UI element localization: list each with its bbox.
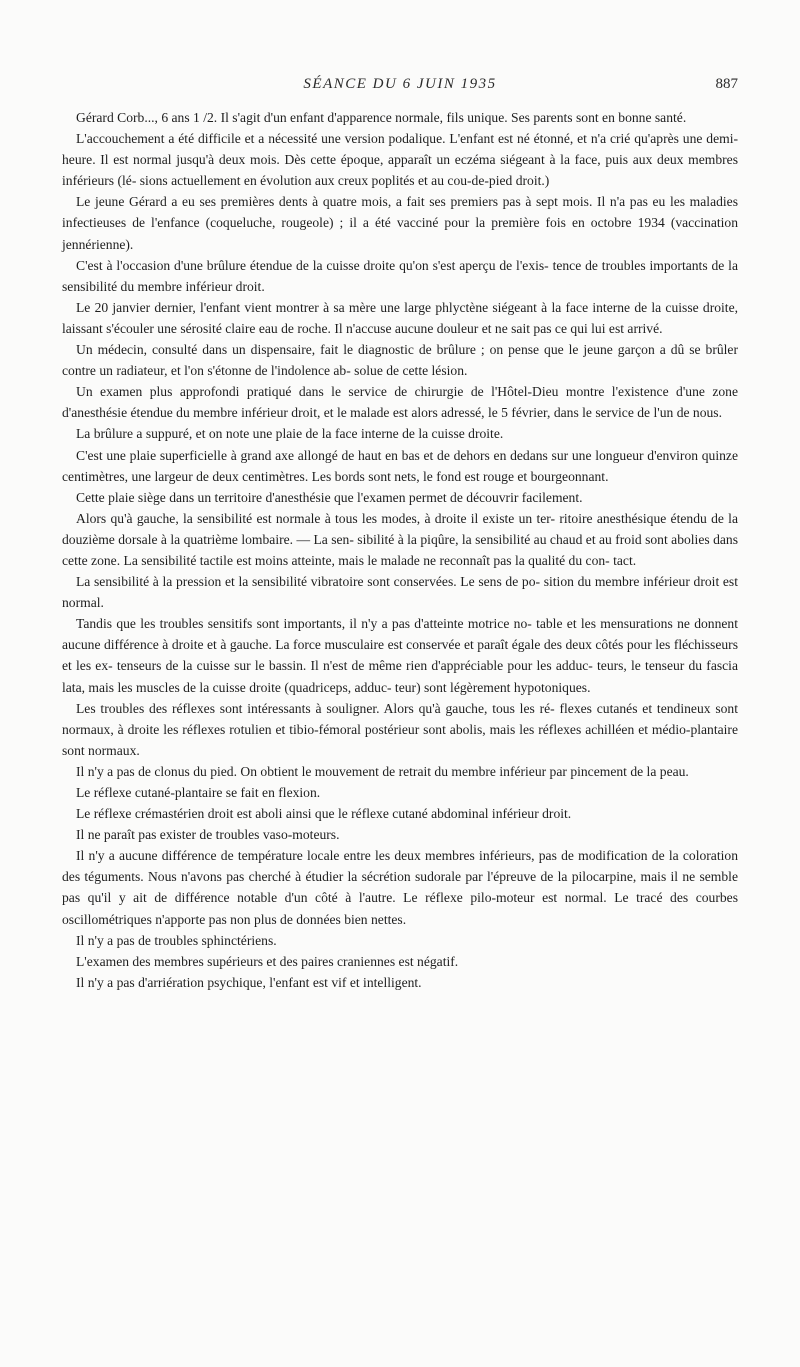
- page-number: 887: [715, 76, 738, 92]
- paragraph: Le réflexe crémastérien droit est aboli ainsi que le réflexe cutané abdominal inférieur droit.: [76, 806, 572, 822]
- body-text: [62, 107, 738, 993]
- running-title: SÉANCE DU 6 JUIN 1935: [303, 76, 497, 92]
- paragraph: Il n'y a aucune différence de température locale entre les deux membres inférieurs, pas de modification de la coloration des téguments. Nous n'avons pas cherché à étudier la sécrétion sudorale par l'épreuve de la pilocarpine, mais il ne semble pas qu'il y ait de différence notable d'un côté à l'autre. Le réflexe pilo-moteur est normal. Le tracé des courbes oscillométriques n'apporte pas non plus de données bien nettes.: [62, 848, 738, 927]
- paragraph: Le réflexe cutané-plantaire se fait en flexion.: [76, 785, 321, 800]
- paragraph: L'examen des membres supérieurs et des paires craniennes est négatif.: [76, 953, 459, 969]
- page-header: [62, 76, 738, 96]
- paragraph: Gérard Corb..., 6 ans 1 /2. Il s'agit d'un enfant d'apparence normale, fils unique. Ses parents sont en bonne santé.: [76, 110, 687, 125]
- paragraph: Il n'y a pas de clonus du pied. On obtient le mouvement de retrait du membre inférieur par pincement de la peau.: [76, 763, 689, 779]
- paragraph: C'est une plaie superficielle à grand axe allongé de haut en bas et de dehors en dedans sur une longueur d'environ quinze centimètres, une largeur de deux centimètres. Les bords sont nets, le fond est rouge et bourgeonnant.: [62, 447, 738, 484]
- paragraph: L'accouchement a été difficile et a nécessité une version podalique. L'enfant est né étonné, et n'a crié qu'après une demi-heure. Il est normal jusqu'à deux mois. Dès cette époque, apparaît un eczéma siégeant à la face, puis aux deux membres inférieurs (lé- sions actuellement en évolution aux creux poplités et au cou-de-pied droit.): [62, 131, 738, 189]
- paragraph: Tandis que les troubles sensitifs sont importants, il n'y a pas d'atteinte motrice no- table et les mensurations ne donnent aucune différence à droite et à gauche. La force musculaire est conservée et paraît égale des deux côtés pour les fléchisseurs et les ex- tenseurs de la cuisse sur le bassin. Il n'est de même rien d'appréciable pour les adduc- teurs, le tenseur du fascia lata, mais les muscles de la cuisse droite (quadriceps, adduc- teur) sont légèrement hypotoniques.: [62, 616, 738, 695]
- paragraph: Un médecin, consulté dans un dispensaire, fait le diagnostic de brûlure ; on pense que le jeune garçon a dû se brûler contre un radiateur, et l'on s'étonne de l'indolence ab- solue de cette lésion.: [62, 342, 738, 379]
- paragraph: Il ne paraît pas exister de troubles vaso-moteurs.: [76, 827, 340, 843]
- paragraph: La brûlure a suppuré, et on note une plaie de la face interne de la cuisse droite.: [76, 426, 504, 442]
- paragraph: Il n'y a pas d'arriération psychique, l'enfant est vif et intelligent.: [76, 974, 422, 990]
- paragraph: La sensibilité à la pression et la sensibilité vibratoire sont conservées. Le sens de po- sition du membre inférieur droit est normal.: [62, 574, 738, 611]
- paragraph: Alors qu'à gauche, la sensibilité est normale à tous les modes, à droite il existe un ter- ritoire anesthésique étendu de la douzième dorsale à la quatrième lombaire. — La sen- sibilité à la piqûre, la sensibilité au chaud et au froid sont abolies dans cette zone. La sensibilité tactile est moins atteinte, mais le malade ne reconnaît pas la qualité du con- tact.: [62, 510, 738, 568]
- paragraph: Un examen plus approfondi pratiqué dans le service de chirurgie de l'Hôtel-Dieu montre l'existence d'une zone d'anesthésie étendue du membre inférieur droit, et le malade est alors adressé, le 5 février, dans le service de l'un de nous.: [62, 384, 738, 421]
- paragraph: Cette plaie siège dans un territoire d'anesthésie que l'examen permet de découvrir facilement.: [76, 489, 583, 505]
- paragraph: Le jeune Gérard a eu ses premières dents à quatre mois, a fait ses premiers pas à sept mois. Il n'a pas eu les maladies infectieuses de l'enfance (coqueluche, rougeole) ; il a été vacciné pour la première fois en octobre 1934 (vaccination jennérienne).: [62, 194, 738, 252]
- paragraph: Les troubles des réflexes sont intéressants à souligner. Alors qu'à gauche, tous les ré- flexes cutanés et tendineux sont normaux, à droite les réflexes rotulien et tibio-fémoral postérieur sont abolis, mais les réflexes achilléen et médio-plantaire sont normaux.: [62, 700, 738, 758]
- paragraph: Le 20 janvier dernier, l'enfant vient montrer à sa mère une large phlyctène siégeant à la face interne de la cuisse droite, laissant s'écouler une sérosité claire eau de roche. Il n'accuse aucune douleur et ne sait pas ce qui lui est arrivé.: [62, 299, 738, 336]
- paragraph: Il n'y a pas de troubles sphinctériens.: [76, 932, 277, 948]
- paragraph: C'est à l'occasion d'une brûlure étendue de la cuisse droite qu'on s'est aperçu de l'exis- tence de troubles importants de la sensibilité du membre inférieur droit.: [62, 257, 738, 294]
